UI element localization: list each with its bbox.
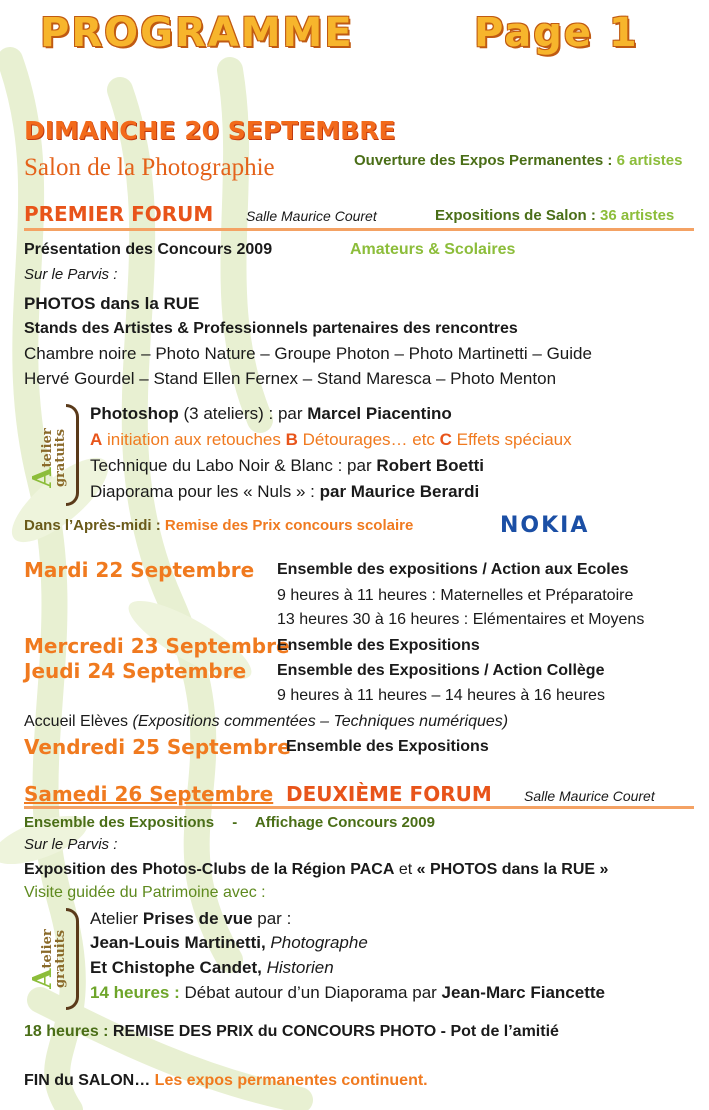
tuesday-date: Mardi 22 Septembre [24,558,255,582]
remise-time: 18 heures : [24,1023,109,1040]
afternoon-line [24,517,413,534]
remise-des-prix [24,1023,559,1041]
section-divider [24,806,694,809]
parvis-label: Sur le Parvis : [24,266,118,283]
forum1-expos-label: Expositions de Salon : [435,207,596,224]
session-b-letter: B [285,430,298,449]
page-number: Page 1 [474,10,639,56]
session-b-text: Détourages… etc [297,430,440,449]
atelier-host-2 [90,958,334,978]
expos-permanentes-text: Ouverture des Expos Permanentes : [354,152,613,169]
forum1-expos [435,207,674,224]
forum1-expos-count: 36 artistes [600,207,675,224]
atelier-prises-de-vue [90,909,291,929]
forum1-title: PREMIER FORUM [24,202,214,226]
afternoon-text: Remise des Prix concours scolaire [164,517,414,534]
prises-title: Prises de vue [142,909,253,928]
brace [66,404,79,506]
nokia-logo: NOKIA [500,513,590,538]
presentation-category: Amateurs & Scolaires [350,241,516,258]
labo-host: Robert Boetti [376,456,485,475]
forum2-room: Salle Maurice Couret [524,788,655,804]
prises-label: Atelier [90,909,143,928]
forum1-room: Salle Maurice Couret [246,208,377,224]
atelier-gratuits-stamp [28,413,93,503]
host-1-role: Photographe [265,933,368,952]
tuesday-line-1: Ensemble des expositions / Action aux Ecoles [277,561,629,578]
stamp-word: telier [40,428,55,468]
fin-du-salon [24,1072,428,1090]
debat-text: Débat autour d’un Diaporama par [179,983,442,1002]
page-title: PROGRAMME [40,10,354,56]
photoshop-host: Marcel Piacentino [307,404,452,423]
thursday-line-1: Ensemble des Expositions / Action Collège [277,662,605,679]
expo-clubs-label: Exposition des Photos-Clubs de la Région PACA [24,861,395,878]
atelier-sessions [90,430,572,450]
tuesday-line-2: 9 heures à 11 heures : Maternelles et Préparatoire [277,587,634,604]
fin-text: Les expos permanentes continuent. [150,1072,428,1089]
friday-line-1: Ensemble des Expositions [286,738,489,755]
photoshop-label: Photoshop [90,404,179,423]
stamp-word: telier [40,929,55,969]
stands-line-1: Chambre noire – Photo Nature – Groupe Photon – Photo Martinetti – Guide [24,344,592,363]
saturday-expos: Ensemble des Expositions [24,814,215,831]
atelier-debat [90,983,605,1003]
forum2-title: DEUXIÈME FORUM [286,782,492,806]
stamp-gratuits: gratuits [53,428,68,488]
accueil-detail: (Expositions commentées – Techniques numériques) [132,713,509,730]
prises-par: par : [252,909,292,928]
host-1-name: Jean-Louis Martinetti, [90,933,266,952]
saturday-affichage: Affichage Concours 2009 [254,814,435,831]
friday-date: Vendredi 25 Septembre [24,735,291,759]
debat-host: Jean-Marc Fiancette [441,983,605,1002]
diaporama-text: Diaporama pour les « Nuls » : [90,482,320,501]
presentation-concours: Présentation des Concours 2009 [24,241,273,258]
expos-permanentes-label [354,152,682,169]
stamp-initial: A [28,968,58,989]
atelier-photoshop [90,404,452,424]
thursday-date: Jeudi 24 Septembre [24,659,247,683]
labo-text: Technique du Labo Noir & Blanc : par [90,456,377,475]
expo-clubs-and: et [394,861,417,878]
fin-label: FIN du SALON… [24,1072,151,1089]
session-a-letter: A [90,430,103,449]
atelier-host-1 [90,933,368,953]
visite-guidee: Visite guidée du Patrimoine avec : [24,884,266,901]
atelier-gratuits-stamp [28,914,93,1004]
expo-clubs-rue: « PHOTOS dans la RUE » [416,861,609,878]
stands-line-2: Hervé Gourdel – Stand Ellen Fernex – Stand Maresca – Photo Menton [24,369,557,388]
saturday-line-1 [24,814,435,831]
stands-title: Stands des Artistes & Professionnels partenaires des rencontres [24,320,518,337]
debat-time: 14 heures : [90,983,180,1002]
remise-text: REMISE DES PRIX du CONCOURS PHOTO - Pot de l’amitié [108,1023,559,1040]
photoshop-detail: (3 ateliers) : par [178,404,308,423]
diaporama-host: par Maurice Berardi [319,482,480,501]
expos-permanentes-count: 6 artistes [616,152,683,169]
wednesday-line-1: Ensemble des Expositions [277,637,480,654]
wednesday-date: Mercredi 23 Septembre [24,634,290,658]
stamp-initial: A [28,467,58,488]
accueil-line [24,713,508,731]
atelier-diaporama [90,482,479,502]
session-c-letter: C [439,430,452,449]
expo-clubs-line [24,861,608,879]
host-2-role: Historien [261,958,334,977]
afternoon-label: Dans l’Après-midi : [24,517,161,534]
session-a-text: initiation aux retouches [102,430,286,449]
brace [66,908,79,1010]
accueil-label: Accueil Elèves [24,713,133,730]
stamp-gratuits: gratuits [53,929,68,989]
thursday-line-2: 9 heures à 11 heures – 14 heures à 16 heures [277,687,605,704]
host-2-name: Et Chistophe Candet, [90,958,262,977]
separator: - [232,814,238,831]
parvis-label-2: Sur le Parvis : [24,836,118,853]
section-divider [24,228,694,231]
session-c-text: Effets spéciaux [451,430,572,449]
sunday-date: DIMANCHE 20 SEPTEMBRE [24,116,396,145]
photos-rue-title: PHOTOS dans la RUE [24,294,200,313]
tuesday-line-3: 13 heures 30 à 16 heures : Elémentaires et Moyens [277,611,645,628]
salon-title: Salon de la Photographie [24,154,275,181]
saturday-date: Samedi 26 Septembre [24,782,274,806]
atelier-labo [90,456,484,476]
